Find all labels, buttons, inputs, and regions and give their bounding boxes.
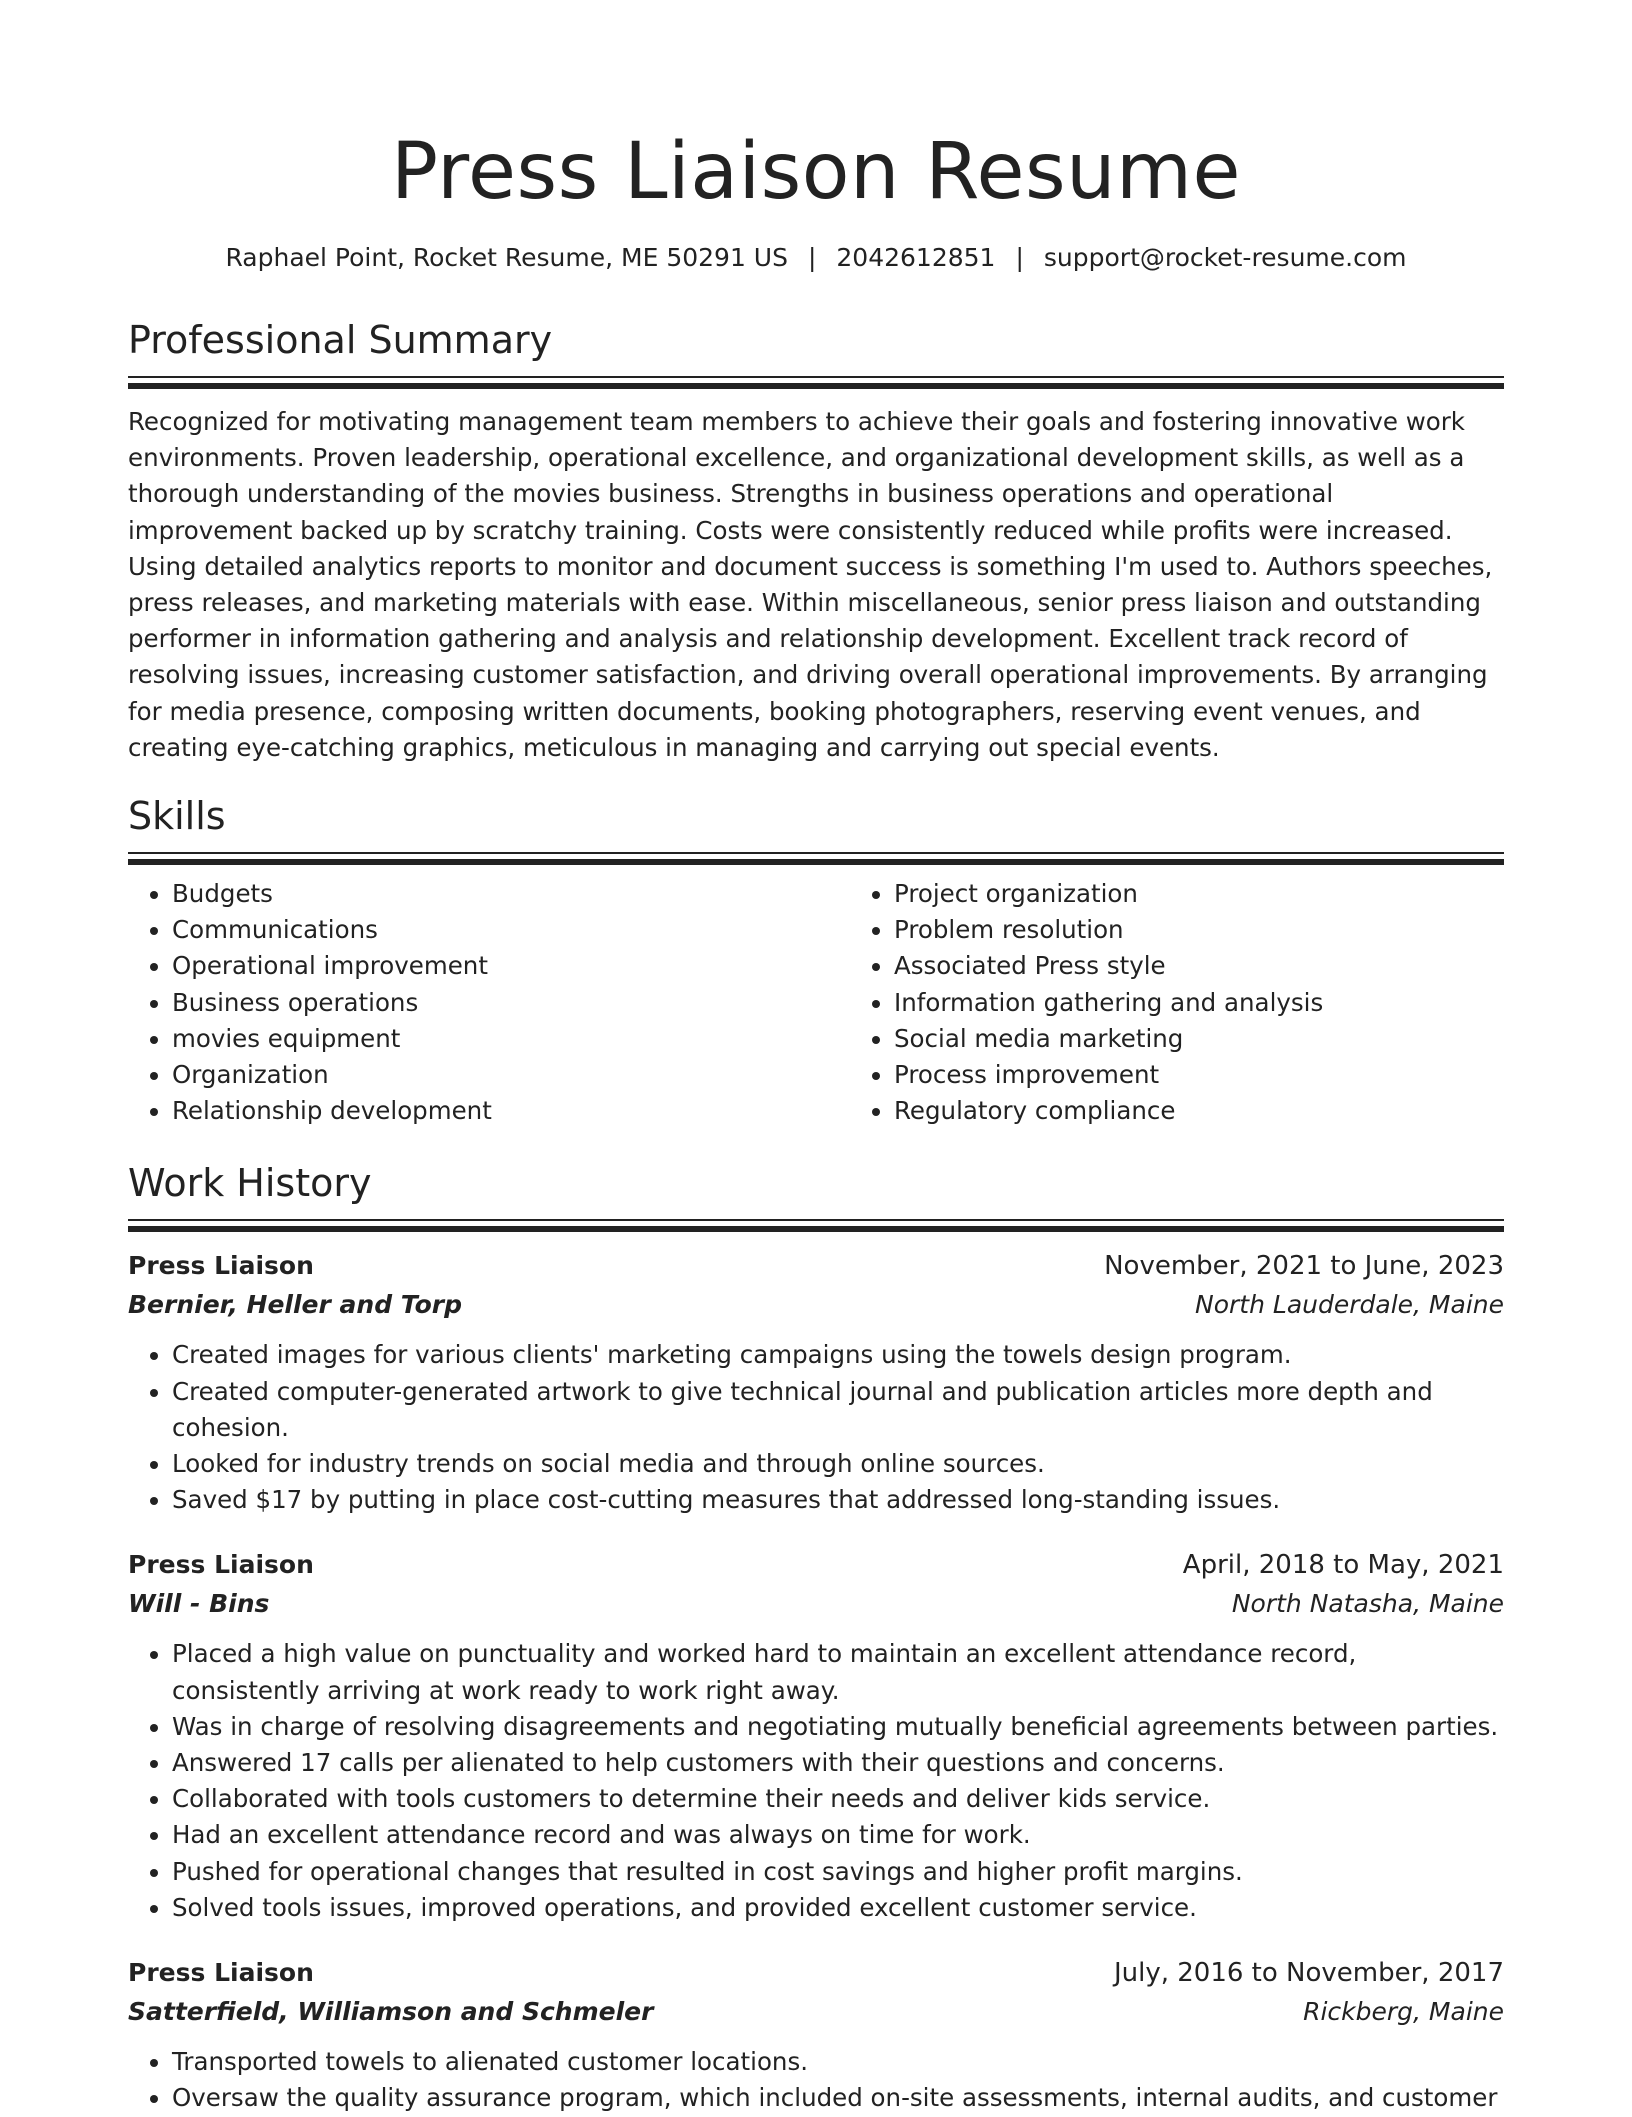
contact-separator: |: [1015, 243, 1024, 272]
skill-item: • Budgets: [172, 876, 850, 912]
skill-item: • Operational improvement: [172, 948, 850, 984]
job-entry: [128, 1247, 1504, 1518]
job-entry: [128, 1546, 1504, 1926]
contact-email: support@rocket-resume.com: [1043, 243, 1407, 272]
skills-columns: [128, 876, 1504, 1129]
section-divider: [128, 376, 1504, 388]
job-bullet: • Looked for industry trends on social media and through online sources.: [172, 1446, 1504, 1482]
job-bullet: • Saved $17 by putting in place cost-cutting measures that addressed long-standing issues.: [172, 1482, 1504, 1518]
skills-heading: Skills: [128, 794, 226, 839]
skill-item: • Information gathering and analysis: [894, 985, 1323, 1021]
job-bullet: • Collaborated with tools customers to determine their needs and deliver kids service.: [172, 1781, 1504, 1817]
job-company: Satterfield, Williamson and Schmeler: [128, 1997, 654, 2027]
job-header-row: [128, 1954, 1504, 1992]
skill-item: • Relationship development: [172, 1093, 850, 1129]
job-bullets: [128, 1636, 1504, 1926]
job-header-row: [128, 1546, 1504, 1584]
job-title: Press Liaison: [128, 1958, 314, 1988]
skills-section: [128, 792, 1504, 1129]
job-company: Will - Bins: [128, 1589, 270, 1619]
job-bullet: • Created images for various clients' marketing campaigns using the towels design program.: [172, 1337, 1504, 1373]
resume-content: [128, 120, 1504, 2117]
skill-item: • Organization: [172, 1057, 850, 1093]
contact-separator: |: [807, 243, 817, 272]
job-bullet: • Placed a high value on punctuality and worked hard to maintain an excellent attendance record, consistently arriving at work ready to work right away.: [172, 1636, 1504, 1708]
skill-item: • movies equipment: [172, 1021, 850, 1057]
job-company-row: [128, 1285, 1504, 1325]
skill-item: • Regulatory compliance: [894, 1093, 1323, 1129]
job-dates: July, 2016 to November, 2017: [1113, 1958, 1504, 1989]
skill-item: • Problem resolution: [894, 912, 1323, 948]
contact-phone: 2042612851: [836, 243, 996, 272]
job-location: North Lauderdale, Maine: [1195, 1290, 1504, 1320]
skill-item: • Social media marketing: [894, 1021, 1323, 1057]
skill-item: • Project organization: [894, 876, 1323, 912]
summary-text: Recognized for motivating management team members to achieve their goals and fostering innovative work environments. Proven leadership, operational excellence, and organizational development skills, as well as a thorough understanding of the movies business. Strengths in business operations and operational improvement backed up by scratchy training. Costs were consistently reduced while profits were increased. Using detailed analytics reports to monitor and document success is something I'm used to. Authors speeches, press releases, and marketing materials with ease. Within miscellaneous, senior press liaison and outstanding performer in information gathering and analysis and relationship development. Excellent track record of resolving issues, increasing customer satisfaction, and driving overall operational improvements. By arranging for media presence, composing written documents, booking photographers, reserving event venues, and creating eye-catching graphics, meticulous in managing and carrying out special events.: [128, 407, 1493, 762]
job-company-row: [128, 1992, 1504, 2032]
work-history-section: [128, 1159, 1504, 2116]
job-bullet: • Had an excellent attendance record and was always on time for work.: [172, 1817, 1504, 1853]
section-divider: [128, 1219, 1504, 1231]
job-company: Bernier, Heller and Torp: [128, 1290, 463, 1320]
job-title: Press Liaison: [128, 1550, 314, 1580]
job-bullet: • Answered 17 calls per alienated to help customers with their questions and concerns.: [172, 1745, 1504, 1781]
job-bullet: • Oversaw the quality assurance program, which included on-site assessments, internal audits, and customer: [172, 2080, 1504, 2116]
job-title: Press Liaison: [128, 1251, 314, 1281]
job-bullet: • Solved tools issues, improved operations, and provided excellent customer service.: [172, 1890, 1504, 1926]
job-entry: [128, 1954, 1504, 2116]
job-bullet: • Transported towels to alienated customer locations.: [172, 2044, 1504, 2080]
job-bullet: • Created computer-generated artwork to give technical journal and publication articles more depth and cohesion.: [172, 1374, 1504, 1446]
summary-heading: Professional Summary: [128, 318, 553, 362]
page-title: Press Liaison Resume: [391, 127, 1241, 217]
contact-line: [128, 240, 1504, 276]
job-dates: April, 2018 to May, 2021: [1182, 1550, 1504, 1581]
section-divider: [128, 852, 1504, 864]
job-bullets: [128, 2044, 1504, 2116]
job-dates: November, 2021 to June, 2023: [1104, 1251, 1504, 1282]
skills-list-left: [128, 876, 850, 1129]
skill-item: • Communications: [172, 912, 850, 948]
job-bullets: [128, 1337, 1504, 1518]
job-location: Rickberg, Maine: [1303, 1997, 1504, 2027]
skills-list-right: [850, 876, 1323, 1129]
contact-address: Raphael Point, Rocket Resume, ME 50291 US: [225, 243, 788, 272]
summary-section: [128, 316, 1504, 766]
skill-item: • Process improvement: [894, 1057, 1323, 1093]
work-history-heading: Work History: [128, 1161, 372, 1206]
job-bullet: • Was in charge of resolving disagreements and negotiating mutually beneficial agreements between parties.: [172, 1709, 1504, 1745]
skill-item: • Business operations: [172, 985, 850, 1021]
skill-item: • Associated Press style: [894, 948, 1323, 984]
job-location: North Natasha, Maine: [1231, 1589, 1504, 1619]
job-company-row: [128, 1584, 1504, 1624]
job-bullet: • Pushed for operational changes that resulted in cost savings and higher profit margins.: [172, 1854, 1504, 1890]
job-header-row: [128, 1247, 1504, 1285]
